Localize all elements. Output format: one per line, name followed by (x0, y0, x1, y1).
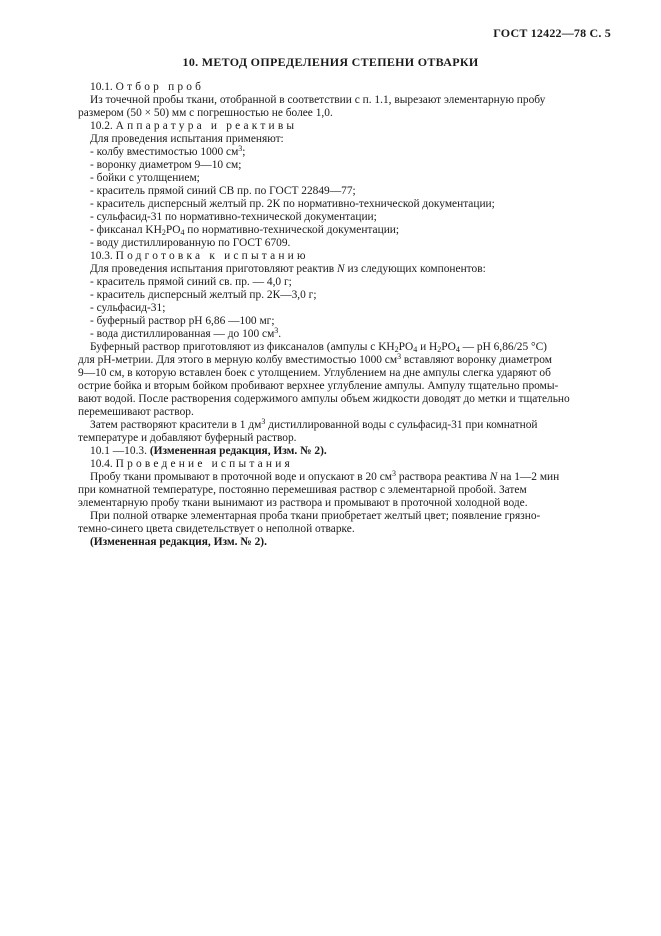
paragraph-line: 9—10 см, в которую вставлен боек с утолщением. Углублением на дне ампулы слегка ударяют об (78, 367, 551, 379)
paragraph-line: перемешивают раствор. (78, 406, 194, 418)
list-item: - краситель дисперсный желтый пр. 2К по нормативно-технической документации; (90, 198, 495, 210)
paragraph-line: Из точечной пробы ткани, отобранной в соответствии с п. 1.1, вырезают элементарную пробу (90, 94, 546, 106)
page-header: ГОСТ 12422—78 С. 5 (493, 26, 611, 40)
list-item: - краситель прямой синий СВ пр. по ГОСТ 22849—77; (90, 185, 356, 197)
list-item: - воду дистиллированную по ГОСТ 6709. (90, 237, 291, 249)
list-item: - фиксанал $KH_2PO_4$ по нормативно-технической документации; (90, 224, 400, 237)
subsection-heading: 10.2. Аппаратура и реактивы (90, 120, 298, 132)
paragraph-line: Для проведения испытания приготовляют реактив N из следующих компонентов: (90, 263, 486, 275)
section-title: 10. МЕТОД ОПРЕДЕЛЕНИЯ СТЕПЕНИ ОТВАРКИ (182, 55, 479, 69)
paragraph-line: для pH-метрии. Для этого в мерную колбу вместимостью 1000 $см^3$ вставляют воронку диаметром (78, 352, 552, 366)
amendment-note: 10.1 —10.3. (Измененная редакция, Изм. № 2). (90, 445, 327, 457)
list-item: - воронку диаметром 9—10 см; (90, 159, 242, 171)
paragraph-line: при комнатной температуре, постоянно перемешивая раствор с элементарной пробой. Затем (78, 484, 527, 496)
list-item: - колбу вместимостью 1000 $см^3$; (90, 144, 246, 158)
subsection-heading: 10.3. Подготовка к испытанию (90, 250, 309, 262)
list-item: - краситель прямой синий св. пр. — 4,0 г; (90, 276, 292, 288)
paragraph-line: При полной отварке элементарная проба ткани приобретает желтый цвет; появление грязно- (90, 510, 541, 522)
subsection-heading: 10.4. Проведение испытания (90, 458, 293, 470)
paragraph-line: темно-синего цвета свидетельствует о неполной отварке. (78, 523, 355, 535)
paragraph-line: острие бойка и вторым бойком пробивают верхнее углубление ампулы. Ампулу тщательно промы- (78, 380, 559, 392)
list-item: - краситель дисперсный желтый пр. 2К—3,0 г; (90, 289, 317, 301)
list-item: - буферный раствор pH 6,86 —100 мг; (90, 315, 275, 327)
paragraph-line: Пробу ткани промывают в проточной воде и опускают в 20 $см^3$ раствора реактива N на 1—2 мин (90, 469, 560, 483)
paragraph-line: Буферный раствор приготовляют из фиксаналов (ампулы с $KH_2PO_4$ и $H_2PO_4$ — pH 6,86/25 °C) (90, 341, 547, 354)
list-item: - вода дистиллированная — до 100 $см^3$. (90, 326, 282, 340)
paragraph-line: температуре и добавляют буферный раствор. (78, 432, 297, 444)
paragraph-line: размером (50 × 50) мм с погрешностью не более 1,0. (78, 107, 333, 119)
section-body (78, 81, 601, 549)
list-item: - сульфасид-31 по нормативно-технической документации; (90, 211, 377, 223)
paragraph-line: Затем растворяют красители в 1 $дм^3$ дистиллированной воды с сульфасид-31 при комнатной (90, 417, 538, 431)
list-item: - сульфасид-31; (90, 302, 166, 314)
paragraph-line: элементарную пробу ткани вынимают из раствора и промывают в проточной холодной воде. (78, 497, 528, 509)
paragraph-line: вают водой. После растворения содержимого ампулы объем жидкости доводят до метки и тщательно (78, 393, 570, 405)
subsection-heading: 10.1. Отбор проб (90, 81, 205, 93)
paragraph-line: Для проведения испытания применяют: (90, 133, 284, 145)
list-item: - бойки с утолщением; (90, 172, 200, 184)
amendment-note: (Измененная редакция, Изм. № 2). (90, 536, 267, 548)
